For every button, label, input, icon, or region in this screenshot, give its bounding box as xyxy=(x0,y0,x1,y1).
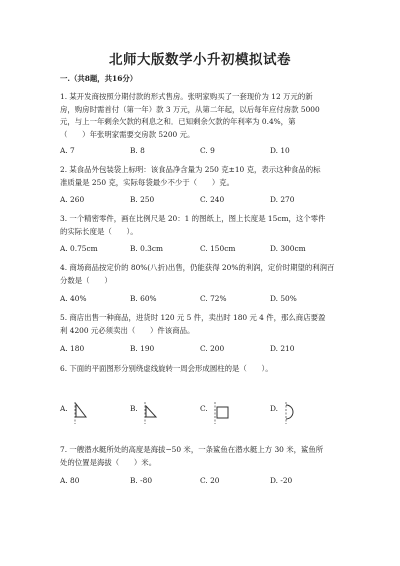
option-b[interactable]: B. 190 xyxy=(130,344,155,353)
options-4 xyxy=(60,294,360,306)
question-line: 4. 商场商品按定价的 80%(八折)出售，仍能获得 20%的利润，定价时期望的利润百 xyxy=(60,263,335,272)
option-c-figure[interactable] xyxy=(200,400,240,426)
options-7 xyxy=(60,476,360,488)
option-b[interactable]: B. -80 xyxy=(130,476,153,485)
question-line: 元，与上一年剩余欠款的利息之和．已知剩余欠款的年利率为 0.4%，第 xyxy=(60,117,296,126)
options-5 xyxy=(60,344,360,356)
option-a[interactable]: A. 40% xyxy=(60,294,87,303)
question-line: 处的位置是海拔（ ）米。 xyxy=(60,457,157,467)
question-line: 7. 一艘潜水艇所处的高度是海拔−50 米，一条鲨鱼在潜水艇上方 30 米，鲨鱼所 xyxy=(60,445,324,454)
question-5 xyxy=(60,312,350,337)
option-c[interactable]: C. 20 xyxy=(200,476,220,485)
option-b: B. xyxy=(130,404,138,413)
option-d[interactable]: D. -20 xyxy=(270,476,293,485)
option-b[interactable]: B. 0.3cm xyxy=(130,244,164,253)
question-line: 准质量是 250 克，实际每袋最少不少于（ ）克。 xyxy=(60,177,235,187)
semicircle-shape-icon xyxy=(280,400,308,426)
options-3 xyxy=(60,244,360,256)
question-line: 利 4200 元必须卖出（ ）件该商品。 xyxy=(60,325,195,335)
option-a[interactable]: A. 260 xyxy=(60,195,85,204)
question-2 xyxy=(60,164,350,189)
option-b[interactable]: B. 8 xyxy=(130,146,145,155)
triangle-shape-icon xyxy=(70,400,98,426)
question-line: 房，购房时需首付（第一年）款 3 万元，从第二年起，以后每年应付房款 5000 xyxy=(60,104,320,114)
option-d: D. xyxy=(270,404,279,413)
option-a[interactable]: A. 180 xyxy=(60,344,85,353)
option-d-figure[interactable] xyxy=(270,400,310,426)
question-4 xyxy=(60,262,350,287)
option-c[interactable]: C. 72% xyxy=(200,294,227,303)
question-line: 3. 一个精密零件，画在比例尺是 20：1 的图纸上，图上长度是 15cm，这个零件 xyxy=(60,214,326,223)
options-2 xyxy=(60,195,360,207)
question-7 xyxy=(60,444,350,469)
option-d[interactable]: D. 10 xyxy=(270,146,290,155)
question-6 xyxy=(60,363,350,376)
option-a[interactable]: A. 7 xyxy=(60,146,75,155)
option-d[interactable]: D. 300cm xyxy=(270,244,306,253)
section-heading: 一.（共8题，共16分） xyxy=(60,74,138,83)
option-c[interactable]: C. 240 xyxy=(200,195,225,204)
option-d[interactable]: D. 270 xyxy=(270,195,295,204)
option-a[interactable]: A. 0.75cm xyxy=(60,244,98,253)
question-line: 2. 某食品外包装袋上标明：该食品净含量为 250 克±10 克，表示这种食品的标 xyxy=(60,165,321,174)
option-c[interactable]: C. 150cm xyxy=(200,244,236,253)
option-a-figure[interactable] xyxy=(60,400,100,426)
question-line: 1. 某开发商按照分期付款的形式售房。张明家购买了一套现价为 12 万元的新 xyxy=(60,92,313,101)
option-a[interactable]: A. 80 xyxy=(60,476,80,485)
triangle-shape-icon xyxy=(140,400,168,426)
question-1 xyxy=(60,91,350,141)
question-3 xyxy=(60,213,350,238)
question-line: （ ）年张明家需要交房款 5200 元。 xyxy=(60,129,195,139)
rectangle-shape-icon xyxy=(210,400,238,426)
option-b-figure[interactable] xyxy=(130,400,170,426)
option-c: C. xyxy=(200,404,208,413)
options-1 xyxy=(60,146,360,158)
question-line: 5. 商店出售一种商品，进货时 120 元 5 件，卖出时 180 元 4 件，那么商店要盈 xyxy=(60,313,326,322)
option-c[interactable]: C. 9 xyxy=(200,146,215,155)
question-line: 的实际长度是（ ）。 xyxy=(60,226,138,236)
option-b[interactable]: B. 250 xyxy=(130,195,155,204)
option-c[interactable]: C. 200 xyxy=(200,344,225,353)
option-b[interactable]: B. 60% xyxy=(130,294,157,303)
question-line: 6. 下面的平面图形分别绕虚线旋转一周会形成圆柱的是（ ）。 xyxy=(60,364,273,373)
question-line: 分数是（ ） xyxy=(60,275,112,285)
option-a: A. xyxy=(60,404,68,413)
option-d[interactable]: D. 210 xyxy=(270,344,295,353)
option-d[interactable]: D. 50% xyxy=(270,294,297,303)
page-title: 北师大版数学小升初模拟试卷 xyxy=(109,52,291,68)
